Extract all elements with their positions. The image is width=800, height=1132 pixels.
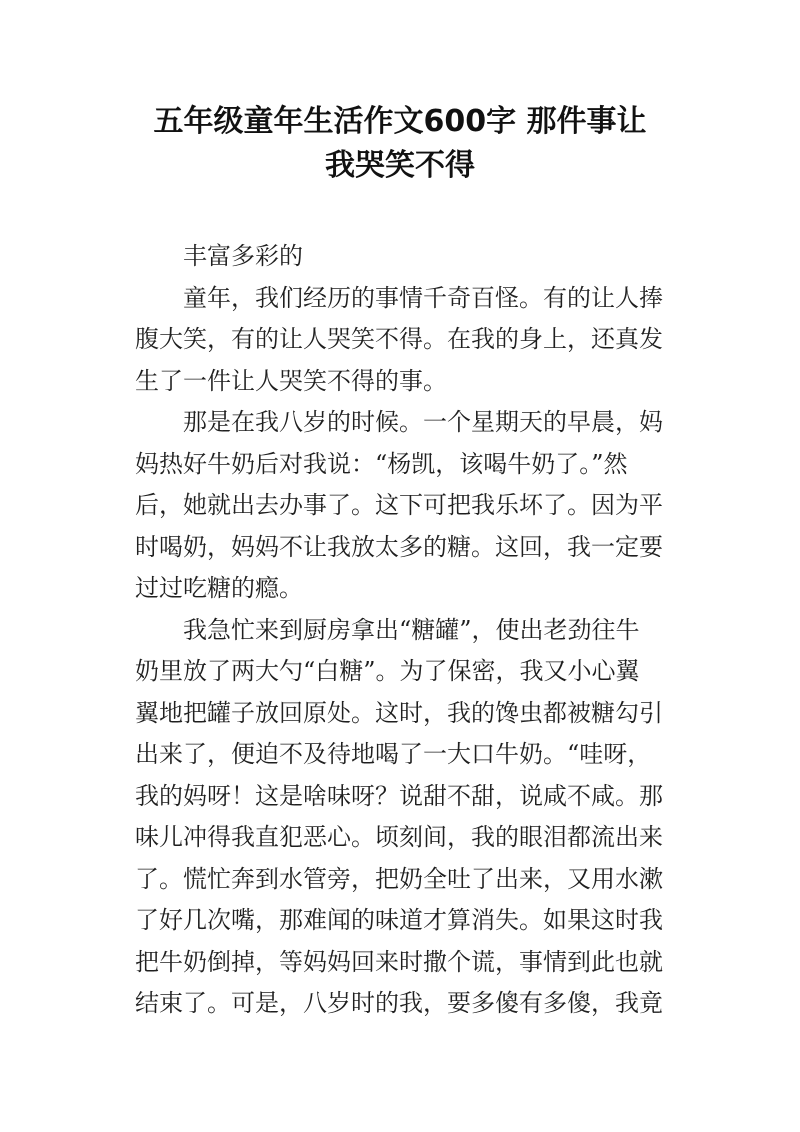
text-line: 我急忙来到厨房拿出“糖罐”，使出老劲往牛 xyxy=(183,615,640,644)
text-line: 丰富多彩的 xyxy=(183,242,303,270)
text-line: 了好几次嘴，那难闻的味道才算消失。如果这时我 xyxy=(135,906,663,934)
text-line: 了。慌忙奔到水管旁，把奶全吐了出来，又用水漱 xyxy=(135,864,663,893)
text-line: 我的妈呀！这是啥味呀？说甜不甜，说咸不咸。那 xyxy=(135,781,663,810)
text-line: 后，她就出去办事了。这下可把我乐坏了。因为平 xyxy=(135,491,663,519)
text-line: 童年，我们经历的事情千奇百怪。有的让人捧 xyxy=(183,283,663,312)
text-line: 奶里放了两大勺“白糖”。为了保密，我又小心翼 xyxy=(135,657,640,685)
essay-body xyxy=(135,236,667,1025)
title-line-1: 五年级童年生活作文600字 那件事让 xyxy=(153,104,647,139)
text-line: 时喝奶，妈妈不让我放太多的糖。这回，我一定要 xyxy=(135,532,663,561)
text-line: 腹大笑，有的让人哭笑不得。在我的身上，还真发 xyxy=(135,325,663,353)
text-line: 翼地把罐子放回原处。这时，我的馋虫都被糖勾引 xyxy=(135,698,663,727)
text-line: 生了一件让人哭笑不得的事。 xyxy=(135,366,447,395)
text-line: 那是在我八岁的时候。一个星期天的早晨，妈 xyxy=(183,408,663,436)
text-line: 味儿冲得我直犯恶心。顷刻间，我的眼泪都流出来 xyxy=(135,823,663,851)
text-line: 把牛奶倒掉，等妈妈回来时撒个谎，事情到此也就 xyxy=(135,947,663,976)
text-line: 出来了，便迫不及待地喝了一大口牛奶。“哇呀， xyxy=(135,740,652,768)
text-line: 过过吃糖的瘾。 xyxy=(135,574,303,602)
title-line-2: 我哭笑不得 xyxy=(325,148,475,183)
text-line: 妈热好牛奶后对我说：“杨凯，该喝牛奶了。”然 xyxy=(135,449,628,478)
text-line: 结束了。可是，八岁时的我，要多傻有多傻，我竟 xyxy=(135,989,663,1017)
page-title xyxy=(100,100,700,188)
